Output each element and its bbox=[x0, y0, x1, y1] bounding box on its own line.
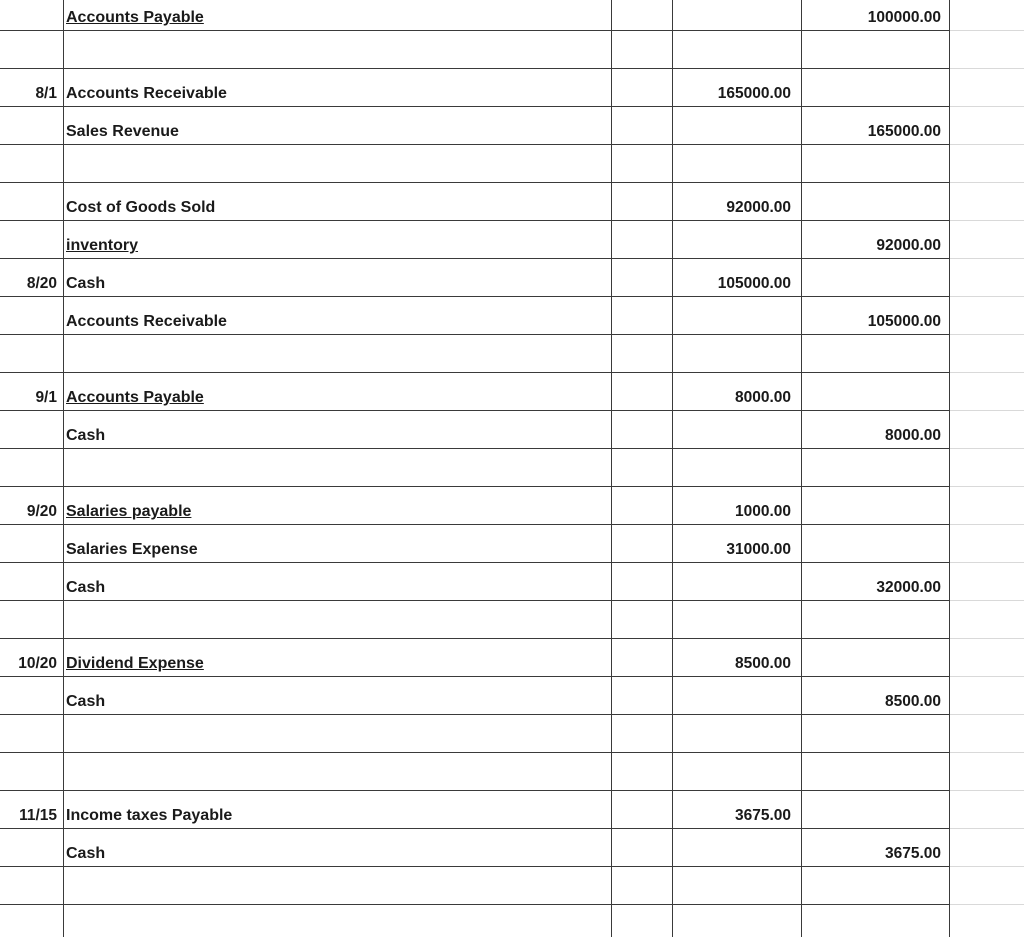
row-border bbox=[0, 30, 949, 31]
account-cell[interactable] bbox=[63, 448, 611, 486]
ref-cell[interactable] bbox=[611, 562, 672, 600]
row-border bbox=[0, 676, 949, 677]
ref-cell[interactable] bbox=[611, 220, 672, 258]
date-cell[interactable] bbox=[0, 296, 63, 334]
debit-cell[interactable]: 31000.00 bbox=[726, 541, 791, 558]
ref-cell[interactable] bbox=[611, 182, 672, 220]
row-border-faint bbox=[950, 790, 1024, 791]
row-border bbox=[0, 106, 949, 107]
debit-cell[interactable]: 8000.00 bbox=[734, 389, 791, 406]
account-cell[interactable]: Cash bbox=[66, 693, 106, 710]
row-border bbox=[0, 790, 949, 791]
account-cell[interactable]: Accounts Receivable bbox=[66, 85, 227, 102]
credit-cell[interactable] bbox=[801, 258, 949, 296]
date-cell[interactable] bbox=[0, 410, 63, 448]
credit-cell[interactable] bbox=[801, 600, 949, 638]
extra-cell[interactable] bbox=[949, 220, 1024, 258]
extra-cell[interactable] bbox=[949, 258, 1024, 296]
journal-row bbox=[0, 68, 1024, 106]
row-border bbox=[0, 486, 949, 487]
row-border bbox=[0, 828, 949, 829]
extra-cell[interactable] bbox=[949, 372, 1024, 410]
credit-cell[interactable] bbox=[801, 30, 949, 68]
journal-row bbox=[0, 904, 1024, 937]
credit-cell[interactable] bbox=[801, 524, 949, 562]
journal-row bbox=[0, 524, 1024, 562]
extra-cell[interactable] bbox=[949, 68, 1024, 106]
account-cell[interactable]: Income taxes Payable bbox=[66, 807, 233, 824]
extra-cell[interactable] bbox=[949, 144, 1024, 182]
date-cell[interactable]: 8/20 bbox=[26, 275, 57, 292]
row-border bbox=[0, 714, 949, 715]
journal-row bbox=[0, 410, 1024, 448]
ref-cell[interactable] bbox=[611, 30, 672, 68]
credit-cell[interactable]: 165000.00 bbox=[867, 123, 941, 140]
row-border bbox=[0, 904, 949, 905]
column-border bbox=[63, 0, 64, 937]
row-border-faint bbox=[950, 182, 1024, 183]
ref-cell[interactable] bbox=[611, 144, 672, 182]
column-border bbox=[611, 0, 612, 937]
debit-cell[interactable] bbox=[672, 296, 801, 334]
extra-cell[interactable] bbox=[949, 600, 1024, 638]
extra-cell[interactable] bbox=[949, 524, 1024, 562]
account-cell[interactable]: Cash bbox=[66, 579, 106, 596]
date-cell[interactable] bbox=[0, 182, 63, 220]
account-cell[interactable]: Cash bbox=[66, 275, 106, 292]
credit-cell[interactable] bbox=[801, 372, 949, 410]
debit-cell[interactable]: 8500.00 bbox=[734, 655, 791, 672]
ref-cell[interactable] bbox=[611, 486, 672, 524]
credit-cell[interactable]: 3675.00 bbox=[884, 845, 941, 862]
row-border bbox=[0, 866, 949, 867]
credit-cell[interactable] bbox=[801, 790, 949, 828]
row-border-faint bbox=[950, 410, 1024, 411]
account-cell[interactable] bbox=[63, 714, 611, 752]
debit-cell[interactable] bbox=[672, 448, 801, 486]
debit-cell[interactable] bbox=[672, 714, 801, 752]
row-border-faint bbox=[950, 562, 1024, 563]
row-border-faint bbox=[950, 714, 1024, 715]
row-border bbox=[0, 410, 949, 411]
row-border bbox=[0, 334, 949, 335]
date-cell[interactable] bbox=[0, 106, 63, 144]
debit-cell[interactable] bbox=[672, 220, 801, 258]
date-cell[interactable]: 8/1 bbox=[35, 85, 57, 102]
credit-cell[interactable] bbox=[801, 714, 949, 752]
debit-cell[interactable]: 1000.00 bbox=[734, 503, 791, 520]
date-cell[interactable] bbox=[0, 220, 63, 258]
date-cell[interactable] bbox=[0, 524, 63, 562]
date-cell[interactable] bbox=[0, 904, 63, 937]
ref-cell[interactable] bbox=[611, 600, 672, 638]
ref-cell[interactable] bbox=[611, 714, 672, 752]
debit-cell[interactable] bbox=[672, 334, 801, 372]
extra-cell[interactable] bbox=[949, 676, 1024, 714]
ref-cell[interactable] bbox=[611, 372, 672, 410]
date-cell[interactable]: 10/20 bbox=[18, 655, 57, 672]
debit-cell[interactable] bbox=[672, 562, 801, 600]
row-border-faint bbox=[950, 638, 1024, 639]
account-cell[interactable]: Sales Revenue bbox=[66, 123, 179, 140]
journal-row bbox=[0, 334, 1024, 372]
extra-cell[interactable] bbox=[949, 334, 1024, 372]
credit-cell[interactable]: 32000.00 bbox=[876, 579, 941, 596]
journal-row bbox=[0, 144, 1024, 182]
journal-row bbox=[0, 0, 1024, 30]
journal-row bbox=[0, 600, 1024, 638]
extra-cell[interactable] bbox=[949, 904, 1024, 937]
row-border bbox=[0, 258, 949, 259]
account-cell[interactable] bbox=[63, 600, 611, 638]
account-cell[interactable] bbox=[63, 30, 611, 68]
extra-cell[interactable] bbox=[949, 866, 1024, 904]
credit-cell[interactable]: 92000.00 bbox=[876, 237, 941, 254]
ref-cell[interactable] bbox=[611, 68, 672, 106]
account-cell[interactable]: Cash bbox=[66, 845, 106, 862]
journal-row bbox=[0, 714, 1024, 752]
account-cell[interactable] bbox=[63, 866, 611, 904]
row-border bbox=[0, 372, 949, 373]
journal-row bbox=[0, 372, 1024, 410]
extra-cell[interactable] bbox=[949, 562, 1024, 600]
journal-row bbox=[0, 220, 1024, 258]
row-border-faint bbox=[950, 144, 1024, 145]
date-cell[interactable] bbox=[0, 30, 63, 68]
account-cell[interactable] bbox=[63, 334, 611, 372]
ref-cell[interactable] bbox=[611, 524, 672, 562]
debit-cell[interactable] bbox=[672, 904, 801, 937]
account-cell[interactable]: inventory bbox=[66, 237, 139, 254]
account-cell[interactable]: Salaries Expense bbox=[66, 541, 198, 558]
journal-row bbox=[0, 828, 1024, 866]
journal-row bbox=[0, 486, 1024, 524]
debit-cell[interactable] bbox=[672, 0, 801, 30]
row-border-faint bbox=[950, 828, 1024, 829]
ref-cell[interactable] bbox=[611, 752, 672, 790]
extra-cell[interactable] bbox=[949, 410, 1024, 448]
extra-cell[interactable] bbox=[949, 296, 1024, 334]
debit-cell[interactable] bbox=[672, 410, 801, 448]
account-cell[interactable] bbox=[63, 752, 611, 790]
journal-row bbox=[0, 562, 1024, 600]
credit-cell[interactable] bbox=[801, 448, 949, 486]
column-border bbox=[801, 0, 802, 937]
journal-row bbox=[0, 866, 1024, 904]
date-cell[interactable] bbox=[0, 562, 63, 600]
extra-cell[interactable] bbox=[949, 448, 1024, 486]
row-border bbox=[0, 448, 949, 449]
date-cell[interactable] bbox=[0, 714, 63, 752]
date-cell[interactable] bbox=[0, 334, 63, 372]
account-cell[interactable]: Accounts Payable bbox=[66, 389, 204, 406]
row-border-faint bbox=[950, 106, 1024, 107]
credit-cell[interactable] bbox=[801, 486, 949, 524]
extra-cell[interactable] bbox=[949, 790, 1024, 828]
debit-cell[interactable] bbox=[672, 106, 801, 144]
ref-cell[interactable] bbox=[611, 0, 672, 30]
journal-row bbox=[0, 106, 1024, 144]
row-border-faint bbox=[950, 220, 1024, 221]
row-border-faint bbox=[950, 448, 1024, 449]
row-border-faint bbox=[950, 68, 1024, 69]
row-border bbox=[0, 524, 949, 525]
debit-cell[interactable] bbox=[672, 752, 801, 790]
column-border bbox=[949, 0, 950, 937]
row-border-faint bbox=[950, 258, 1024, 259]
account-cell[interactable]: Accounts Receivable bbox=[66, 313, 227, 330]
extra-cell[interactable] bbox=[949, 828, 1024, 866]
row-border-faint bbox=[950, 904, 1024, 905]
date-cell[interactable]: 9/1 bbox=[35, 389, 57, 406]
date-cell[interactable] bbox=[0, 676, 63, 714]
debit-cell[interactable]: 105000.00 bbox=[717, 275, 791, 292]
column-border bbox=[672, 0, 673, 937]
date-cell[interactable] bbox=[0, 448, 63, 486]
row-border bbox=[0, 182, 949, 183]
debit-cell[interactable] bbox=[672, 866, 801, 904]
date-cell[interactable] bbox=[0, 600, 63, 638]
row-border-faint bbox=[950, 866, 1024, 867]
journal-row bbox=[0, 752, 1024, 790]
row-border bbox=[0, 144, 949, 145]
extra-cell[interactable] bbox=[949, 0, 1024, 30]
credit-cell[interactable] bbox=[801, 68, 949, 106]
row-border-faint bbox=[950, 676, 1024, 677]
credit-cell[interactable] bbox=[801, 904, 949, 937]
date-cell[interactable] bbox=[0, 752, 63, 790]
date-cell[interactable] bbox=[0, 866, 63, 904]
row-border-faint bbox=[950, 372, 1024, 373]
ref-cell[interactable] bbox=[611, 790, 672, 828]
credit-cell[interactable] bbox=[801, 182, 949, 220]
journal-row bbox=[0, 296, 1024, 334]
date-cell[interactable]: 9/20 bbox=[26, 503, 57, 520]
ref-cell[interactable] bbox=[611, 676, 672, 714]
ref-cell[interactable] bbox=[611, 828, 672, 866]
credit-cell[interactable] bbox=[801, 144, 949, 182]
row-border bbox=[0, 600, 949, 601]
account-cell[interactable] bbox=[63, 144, 611, 182]
account-cell[interactable] bbox=[63, 904, 611, 937]
date-cell[interactable]: 11/15 bbox=[19, 807, 57, 824]
row-border bbox=[0, 220, 949, 221]
debit-cell[interactable] bbox=[672, 600, 801, 638]
debit-cell[interactable] bbox=[672, 676, 801, 714]
ref-cell[interactable] bbox=[611, 258, 672, 296]
row-border-faint bbox=[950, 296, 1024, 297]
credit-cell[interactable]: 8500.00 bbox=[884, 693, 941, 710]
credit-cell[interactable]: 8000.00 bbox=[884, 427, 941, 444]
credit-cell[interactable] bbox=[801, 334, 949, 372]
extra-cell[interactable] bbox=[949, 638, 1024, 676]
row-border-faint bbox=[950, 752, 1024, 753]
credit-cell[interactable]: 100000.00 bbox=[867, 9, 941, 26]
extra-cell[interactable] bbox=[949, 752, 1024, 790]
extra-cell[interactable] bbox=[949, 30, 1024, 68]
row-border bbox=[0, 638, 949, 639]
date-cell[interactable] bbox=[0, 0, 63, 30]
account-cell[interactable]: Cost of Goods Sold bbox=[66, 199, 216, 216]
journal-row bbox=[0, 638, 1024, 676]
ref-cell[interactable] bbox=[611, 410, 672, 448]
journal-row bbox=[0, 676, 1024, 714]
journal-row bbox=[0, 448, 1024, 486]
debit-cell[interactable] bbox=[672, 828, 801, 866]
credit-cell[interactable]: 105000.00 bbox=[867, 313, 941, 330]
row-border bbox=[0, 68, 949, 69]
ref-cell[interactable] bbox=[611, 106, 672, 144]
date-cell[interactable] bbox=[0, 144, 63, 182]
row-border-faint bbox=[950, 524, 1024, 525]
ref-cell[interactable] bbox=[611, 334, 672, 372]
debit-cell[interactable] bbox=[672, 30, 801, 68]
debit-cell[interactable]: 165000.00 bbox=[717, 85, 791, 102]
row-border-faint bbox=[950, 30, 1024, 31]
journal-row bbox=[0, 790, 1024, 828]
account-cell[interactable]: Accounts Payable bbox=[66, 9, 204, 26]
credit-cell[interactable] bbox=[801, 638, 949, 676]
ref-cell[interactable] bbox=[611, 638, 672, 676]
credit-cell[interactable] bbox=[801, 752, 949, 790]
debit-cell[interactable] bbox=[672, 144, 801, 182]
ref-cell[interactable] bbox=[611, 866, 672, 904]
row-border bbox=[0, 752, 949, 753]
row-border-faint bbox=[950, 334, 1024, 335]
account-cell[interactable]: Salaries payable bbox=[66, 503, 192, 520]
debit-cell[interactable]: 3675.00 bbox=[734, 807, 791, 824]
row-border bbox=[0, 296, 949, 297]
debit-cell[interactable]: 92000.00 bbox=[726, 199, 791, 216]
account-cell[interactable]: Dividend Expense bbox=[66, 655, 204, 672]
account-cell[interactable]: Cash bbox=[66, 427, 106, 444]
extra-cell[interactable] bbox=[949, 106, 1024, 144]
credit-cell[interactable] bbox=[801, 866, 949, 904]
ref-cell[interactable] bbox=[611, 448, 672, 486]
extra-cell[interactable] bbox=[949, 486, 1024, 524]
journal-row bbox=[0, 258, 1024, 296]
ref-cell[interactable] bbox=[611, 904, 672, 937]
row-border bbox=[0, 562, 949, 563]
row-border-faint bbox=[950, 486, 1024, 487]
date-cell[interactable] bbox=[0, 828, 63, 866]
ref-cell[interactable] bbox=[611, 296, 672, 334]
extra-cell[interactable] bbox=[949, 714, 1024, 752]
extra-cell[interactable] bbox=[949, 182, 1024, 220]
journal-row bbox=[0, 182, 1024, 220]
row-border-faint bbox=[950, 600, 1024, 601]
journal-row bbox=[0, 30, 1024, 68]
